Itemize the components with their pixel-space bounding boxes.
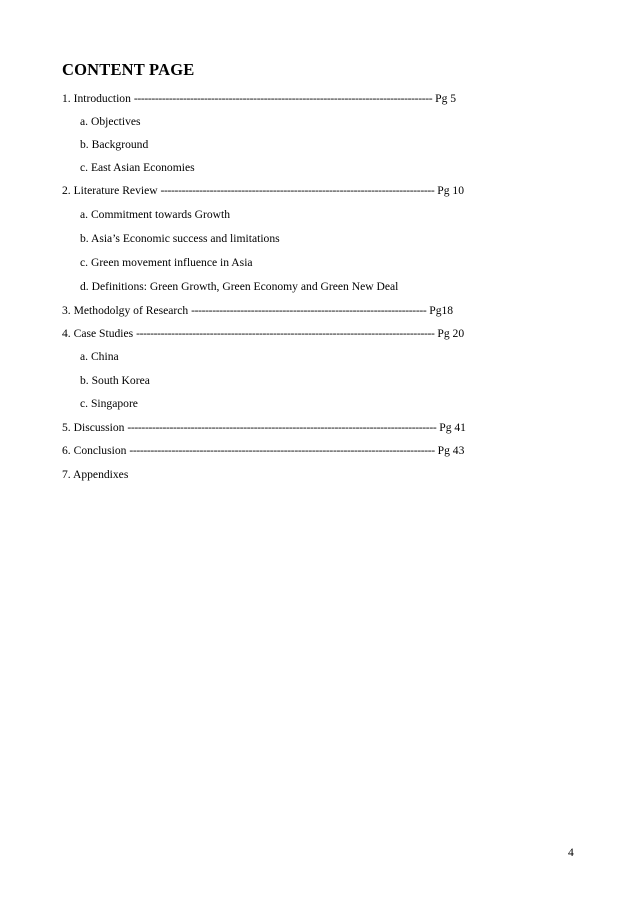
toc-leader-dots: -------------------------------------------------------------------: [191, 304, 427, 317]
toc-subentry: c. Green movement influence in Asia: [80, 256, 253, 269]
toc-entry-label: 5. Discussion: [62, 421, 128, 434]
toc-page-ref: Pg 10: [434, 184, 465, 197]
toc-entry-appendixes: [62, 468, 128, 482]
toc-entry-label: 3. Methodolgy of Research: [62, 304, 192, 317]
toc-page-ref: Pg18: [426, 304, 454, 317]
toc-leader-dots: ------------------------------------------------------------------------------: [160, 184, 435, 197]
toc-entry-literature-review: [62, 184, 464, 198]
toc-page-ref: Pg 5: [432, 92, 457, 105]
toc-entry-label: 2. Literature Review: [62, 184, 161, 197]
toc-leader-dots: ----------------------------------------------------------------------------------------: [127, 421, 437, 434]
toc-subentry: b. Asia’s Economic success and limitations: [80, 232, 280, 245]
toc-subentry: b. Background: [80, 138, 149, 151]
toc-entry-conclusion: [62, 444, 464, 458]
toc-entry-discussion: [62, 421, 466, 435]
toc-subentry: c. Singapore: [80, 397, 138, 410]
page-title: CONTENT PAGE: [62, 60, 195, 79]
toc-leader-dots: -------------------------------------------------------------------------------------: [136, 327, 435, 340]
toc-entry-case-studies: [62, 327, 464, 341]
toc-entry-label: 6. Conclusion: [62, 444, 130, 457]
toc-page-ref: Pg 41: [436, 421, 466, 434]
toc-leader-dots: ---------------------------------------------------------------------------------------: [129, 444, 435, 457]
toc-subentry: c. East Asian Economies: [80, 161, 195, 174]
toc-entry-label: 4. Case Studies: [62, 327, 137, 340]
toc-entry-introduction: [62, 92, 456, 106]
toc-entry-label: 1. Introduction: [62, 92, 134, 105]
toc-entry-methodology: [62, 304, 453, 318]
toc-subentry: a. Objectives: [80, 115, 141, 128]
toc-page-ref: Pg 43: [434, 444, 465, 457]
page-number: 4: [568, 846, 574, 859]
toc-page-ref: Pg 20: [434, 327, 465, 340]
toc-subentry: a. Commitment towards Growth: [80, 208, 231, 221]
toc-entry-label: 7. Appendixes: [62, 468, 129, 481]
toc-subentry: d. Definitions: Green Growth, Green Economy and Green New Deal: [80, 280, 399, 293]
toc-leader-dots: -------------------------------------------------------------------------------------: [133, 92, 433, 105]
toc-subentry: b. South Korea: [80, 374, 150, 387]
toc-subentry: a. China: [80, 350, 119, 363]
